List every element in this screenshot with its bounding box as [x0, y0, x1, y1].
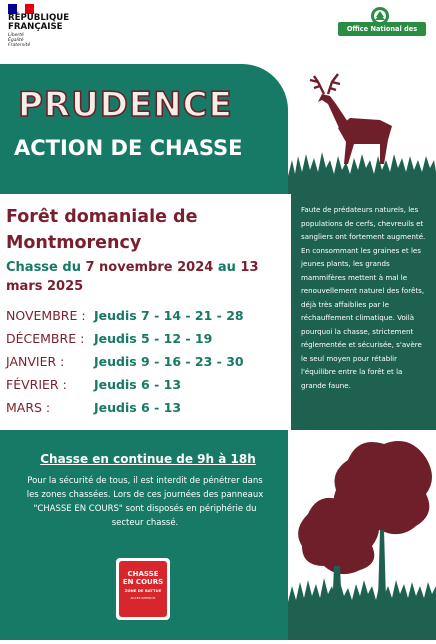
month-name: DÉCEMBRE :: [6, 331, 85, 346]
forest-illustration: [288, 430, 436, 640]
month-name: FÉVRIER :: [6, 377, 67, 392]
safety-text: Pour la sécurité de tous, il est interdit de pénétrer dans les zones chassées. Lors de ces journées des panneaux "CHASSE EN COURS" sont disposés en périphérie du secteur chassé.: [26, 476, 264, 528]
republic-line-2: FRANÇAISE: [8, 22, 63, 32]
republic-title: [8, 14, 69, 32]
month-name: JANVIER :: [6, 354, 65, 369]
date-start: 7 novembre 2024: [85, 260, 214, 275]
month-days: Jeudis 9 - 16 - 23 - 30: [94, 354, 244, 369]
banner-background: [0, 64, 288, 194]
month-name: NOVEMBRE :: [6, 308, 86, 323]
onf-label: Office National des Forêts: [338, 22, 426, 36]
motto-line-3: Fraternité: [8, 43, 31, 48]
month-days: Jeudis 6 - 13: [94, 377, 182, 392]
date-prefix: Chasse du: [6, 260, 81, 275]
hunt-sign-face: [119, 561, 167, 617]
banner-subtitle: ACTION DE CHASSE: [14, 136, 243, 160]
continuous-hours: Chasse en continue de 9h à 18h: [40, 452, 256, 466]
month-name: MARS :: [6, 400, 51, 415]
sign-line-3: ZONE DE BATTUE: [124, 588, 162, 593]
motto-line-1: Liberté: [8, 33, 24, 38]
sign-line-4: ACCES INTERDIT: [130, 596, 156, 600]
republic-motto: [8, 33, 30, 48]
month-days: Jeudis 7 - 14 - 21 - 28: [94, 308, 244, 323]
month-days: Jeudis 6 - 13: [94, 400, 182, 415]
date-end: 13 mars 2025: [6, 260, 259, 294]
month-days: Jeudis 5 - 12 - 19: [94, 331, 213, 346]
date-mid: au: [217, 260, 236, 275]
tree-icon: [288, 430, 436, 640]
hunt-sign: [116, 558, 170, 620]
deer-illustration: [288, 64, 436, 194]
banner-title: PRUDENCE: [18, 85, 233, 125]
sign-line-1: CHASSE: [127, 570, 159, 578]
deer-icon: [288, 64, 436, 194]
sign-line-2: EN COURS: [122, 578, 164, 586]
motto-line-2: Égalité: [8, 38, 24, 43]
forest-title: Forêt domaniale de Montmorency: [6, 207, 198, 253]
info-text: Faute de prédateurs naturels, les populations de cerfs, chevreuils et sangliers ont fortement augmenté. En consommant les graines et les jeunes plants, les grands mammifères mettent à mal le renouvellement naturel des forêts, déjà très affaiblies par le réchauffement climatique. Voilà pourquoi la chasse, strictement réglementée et sécurisée, s'avère le seul moyen pour rétablir l'équilibre entre la forêt et la grande faune.: [301, 205, 426, 390]
republic-line-1: RÉPUBLIQUE: [8, 13, 70, 23]
hunt-dates: [6, 258, 286, 296]
